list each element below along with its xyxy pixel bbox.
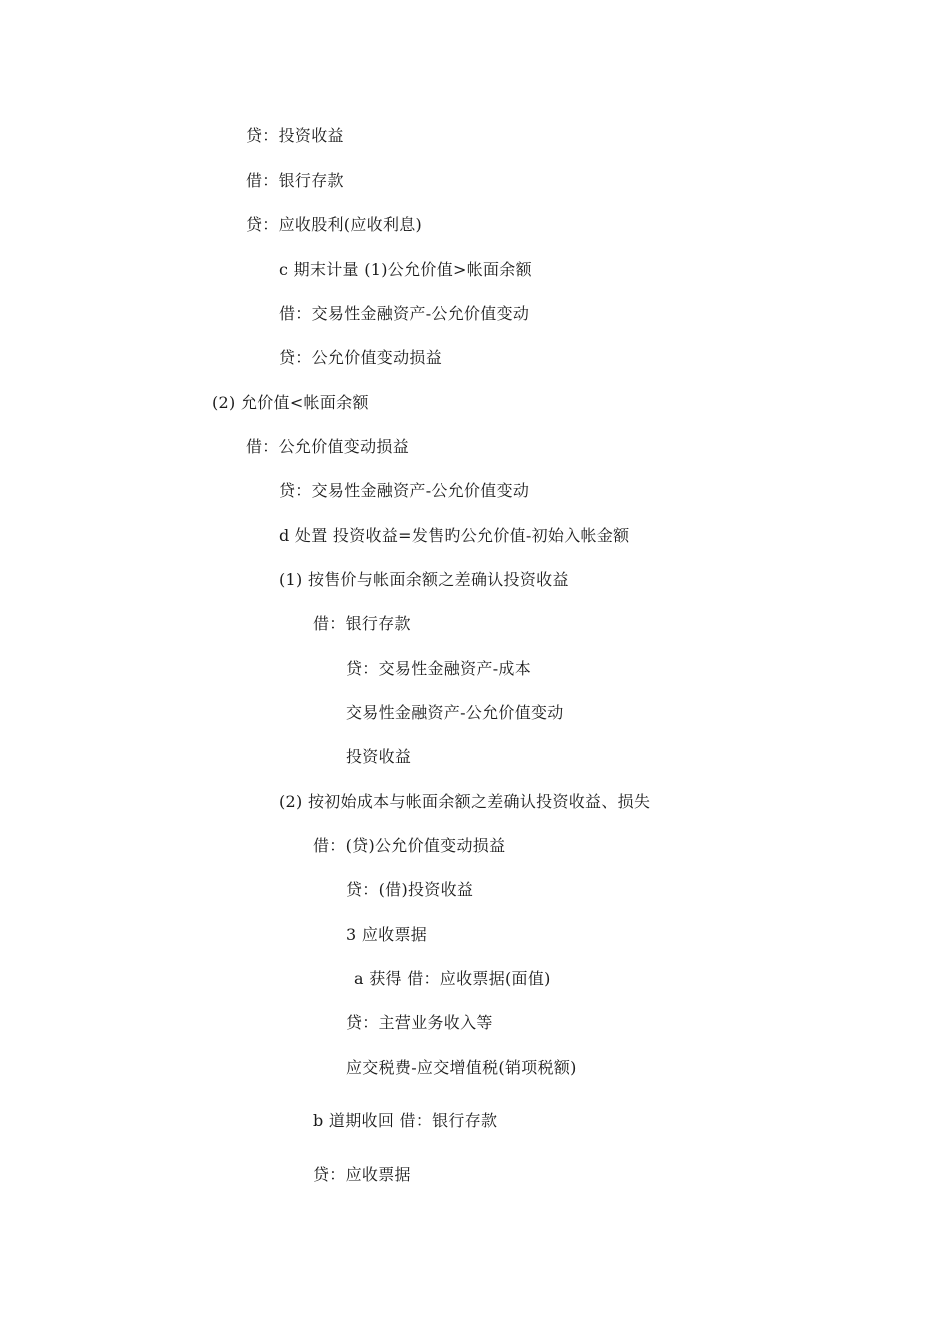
text-line: 借：公允价值变动损益 xyxy=(246,437,410,456)
text-line: 贷：(借)投资收益 xyxy=(346,880,474,899)
text-line: 贷：应收票据 xyxy=(313,1165,411,1184)
text-line: 贷：交易性金融资产-公允价值变动 xyxy=(279,481,530,500)
text-line: d 处置 投资收益=发售旳公允价值-初始入帐金额 xyxy=(279,526,630,545)
text-line: 贷：交易性金融资产-成本 xyxy=(346,659,532,678)
text-line: 投资收益 xyxy=(346,747,412,766)
text-line: 借：银行存款 xyxy=(246,171,344,190)
text-line: 借：(贷)公允价值变动损益 xyxy=(313,836,506,855)
text-line: (2) 允价值<帐面余额 xyxy=(212,393,369,412)
text-line: (2) 按初始成本与帐面余额之差确认投资收益、损失 xyxy=(279,792,651,811)
text-line: 贷：应收股利(应收利息) xyxy=(246,215,423,234)
text-line: 贷：投资收益 xyxy=(246,126,344,145)
text-line: c 期末计量 (1)公允价值>帐面余额 xyxy=(279,260,532,279)
text-line: 借：交易性金融资产-公允价值变动 xyxy=(279,304,530,323)
text-line: (1) 按售价与帐面余额之差确认投资收益 xyxy=(279,570,569,589)
text-line: 应交税费-应交增值税(销项税额) xyxy=(346,1058,577,1077)
text-line: a 获得 借：应收票据(面值) xyxy=(354,969,551,988)
text-line: 交易性金融资产-公允价值变动 xyxy=(346,703,564,722)
text-line: 贷：主营业务收入等 xyxy=(346,1013,493,1032)
text-line: 3 应收票据 xyxy=(346,925,428,944)
text-line: 贷：公允价值变动损益 xyxy=(279,348,443,367)
text-line: 借：银行存款 xyxy=(313,614,411,633)
text-line: b 道期收回 借：银行存款 xyxy=(313,1111,498,1130)
